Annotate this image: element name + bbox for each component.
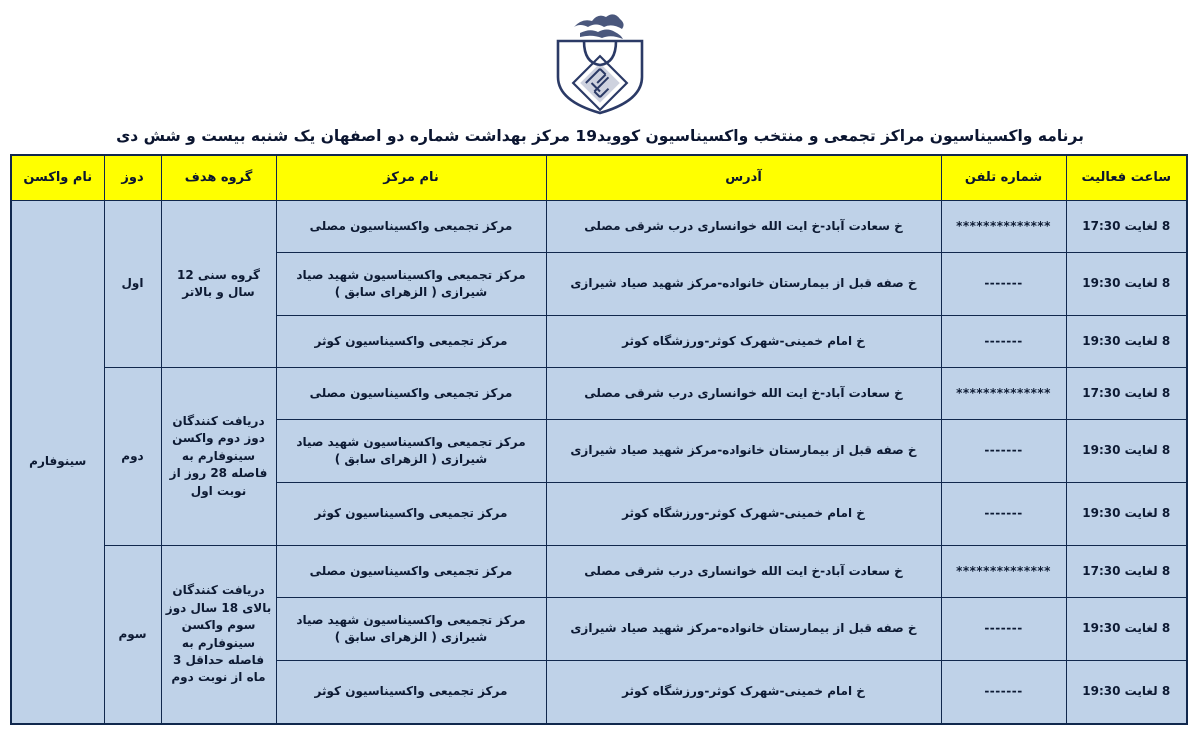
cell-address: خ امام خمینی-شهرک کوثر-ورزشگاه کوثر <box>546 661 941 725</box>
cell-hours: 8 لغایت 19:30 <box>1066 598 1187 661</box>
column-header-address: آدرس <box>546 155 941 201</box>
cell-phone: ------- <box>941 598 1066 661</box>
cell-hours: 8 لغایت 19:30 <box>1066 253 1187 316</box>
cell-hours: 8 لغایت 19:30 <box>1066 316 1187 368</box>
cell-hours: 8 لغایت 17:30 <box>1066 368 1187 420</box>
cell-phone: ------- <box>941 483 1066 546</box>
cell-address: خ امام خمینی-شهرک کوثر-ورزشگاه کوثر <box>546 483 941 546</box>
cell-address: خ سعادت آباد-خ ایت الله خوانساری درب شرقی مصلی <box>546 201 941 253</box>
cell-center: مرکز تجمیعی واکسیناسیون کوثر <box>276 483 546 546</box>
cell-center: مرکز تجمیعی واکسیناسیون شهید صیاد شیرازی ( الزهرای سابق ) <box>276 420 546 483</box>
cell-center: مرکز تجمیعی واکسیناسیون کوثر <box>276 661 546 725</box>
cell-phone: ************** <box>941 201 1066 253</box>
column-header-dose: دوز <box>104 155 161 201</box>
university-logo <box>544 3 656 115</box>
cell-target-group: دریافت کنندگان دوز دوم واکسن سینوفارم به فاصله 28 روز از نوبت اول <box>161 368 276 546</box>
title-band <box>0 118 1200 154</box>
page-title: برنامه واکسیناسیون مراکز تجمعی و منتخب واکسیناسیون کووید19 مرکز بهداشت شماره دو اصفهان یک شنبه بیست و شش دی <box>116 127 1084 145</box>
column-header-hours: ساعت فعالیت <box>1066 155 1187 201</box>
cell-center: مرکز تجمیعی واکسیناسیون شهید صیاد شیرازی ( الزهرای سابق ) <box>276 598 546 661</box>
cell-hours: 8 لغایت 19:30 <box>1066 661 1187 725</box>
cell-address: خ امام خمینی-شهرک کوثر-ورزشگاه کوثر <box>546 316 941 368</box>
column-header-phone: شماره تلفن <box>941 155 1066 201</box>
table-header-row <box>11 155 1187 201</box>
cell-center: مرکز تجمیعی واکسیناسیون مصلی <box>276 368 546 420</box>
cell-dose: دوم <box>104 368 161 546</box>
schedule-table-wrap <box>0 154 1200 725</box>
logo-band <box>0 0 1200 118</box>
cell-phone: ------- <box>941 420 1066 483</box>
cell-phone: ************** <box>941 546 1066 598</box>
cell-phone: ************** <box>941 368 1066 420</box>
cell-dose: سوم <box>104 546 161 725</box>
cell-address: خ صفه قبل از بیمارستان خانواده-مرکز شهید صیاد شیرازی <box>546 253 941 316</box>
cell-center: مرکز تجمیعی واکسیناسیون مصلی <box>276 546 546 598</box>
cell-address: خ صفه قبل از بیمارستان خانواده-مرکز شهید صیاد شیرازی <box>546 420 941 483</box>
cell-center: مرکز تجمیعی واکسیناسیون کوثر <box>276 316 546 368</box>
table-row <box>11 546 1187 598</box>
cell-vaccine-name: سینوفارم <box>11 201 104 725</box>
column-header-vaccine: نام واکسن <box>11 155 104 201</box>
table-row <box>11 368 1187 420</box>
cell-hours: 8 لغایت 17:30 <box>1066 201 1187 253</box>
cell-phone: ------- <box>941 253 1066 316</box>
cell-center: مرکز تجمیعی واکسیناسیون شهید صیاد شیرازی ( الزهرای سابق ) <box>276 253 546 316</box>
column-header-group: گروه هدف <box>161 155 276 201</box>
cell-target-group: گروه سنی 12 سال و بالاتر <box>161 201 276 368</box>
cell-address: خ سعادت آباد-خ ایت الله خوانساری درب شرقی مصلی <box>546 546 941 598</box>
cell-hours: 8 لغایت 17:30 <box>1066 546 1187 598</box>
cell-phone: ------- <box>941 661 1066 725</box>
cell-address: خ سعادت آباد-خ ایت الله خوانساری درب شرقی مصلی <box>546 368 941 420</box>
vaccination-schedule-table <box>10 154 1188 725</box>
cell-hours: 8 لغایت 19:30 <box>1066 483 1187 546</box>
cell-target-group: دریافت کنندگان بالای 18 سال دوز سوم واکسن سینوفارم به فاصله حداقل 3 ماه از نوبت دوم <box>161 546 276 725</box>
cell-phone: ------- <box>941 316 1066 368</box>
cell-center: مرکز تجمیعی واکسیناسیون مصلی <box>276 201 546 253</box>
cell-dose: اول <box>104 201 161 368</box>
cell-hours: 8 لغایت 19:30 <box>1066 420 1187 483</box>
table-row <box>11 201 1187 253</box>
column-header-center: نام مرکز <box>276 155 546 201</box>
cell-address: خ صفه قبل از بیمارستان خانواده-مرکز شهید صیاد شیرازی <box>546 598 941 661</box>
